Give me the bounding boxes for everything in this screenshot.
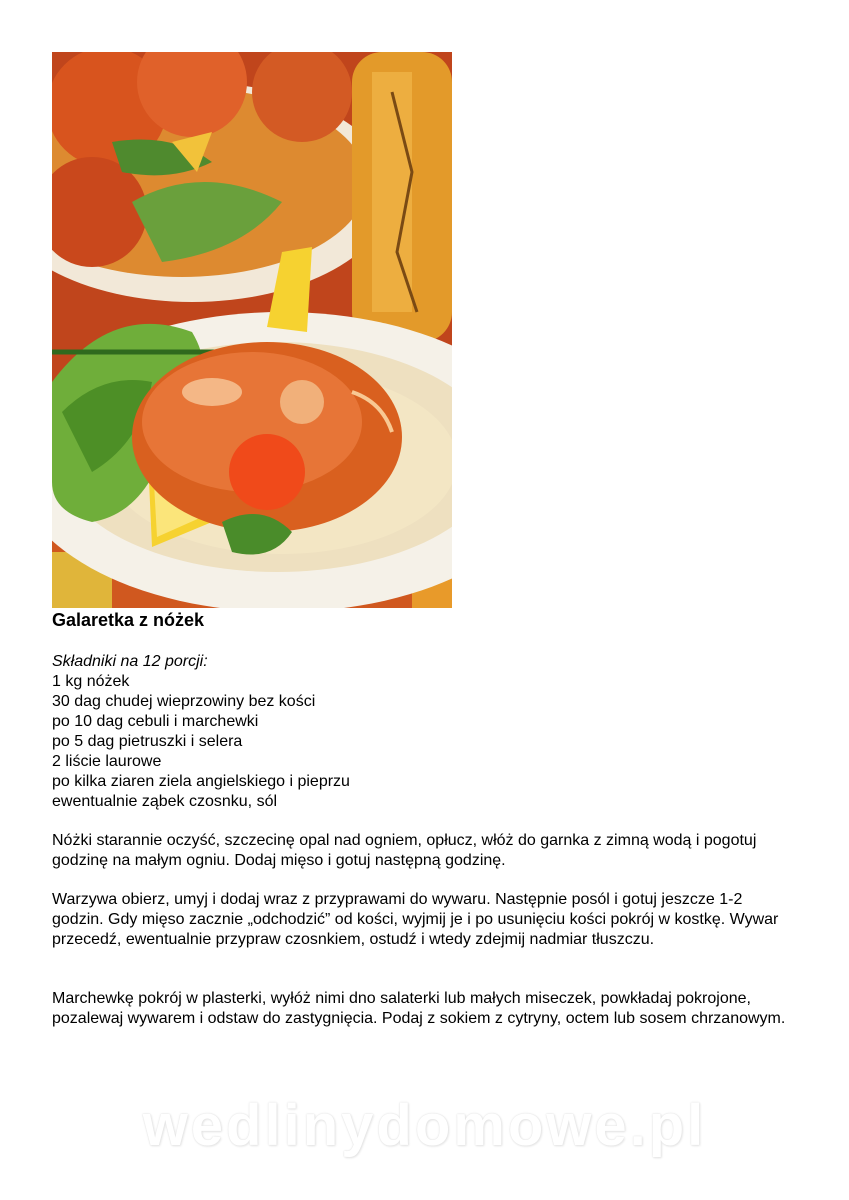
ingredient-item: po 10 dag cebuli i marchewki <box>52 713 259 730</box>
ingredient-item: po 5 dag pietruszki i selera <box>52 733 243 750</box>
watermark: wedlinydomowe.pl <box>142 1093 707 1158</box>
ingredient-item: 1 kg nóżek <box>52 673 130 690</box>
recipe-title: Galaretka z nóżek <box>52 610 205 630</box>
step-paragraph-1: Nóżki starannie oczyść, szczecinę opal nad ogniem, opłucz, włóż do garnka z zimną wodą i pogotuj godzinę na małym ogniu. Dodaj mięso i gotuj następną godzinę. <box>52 832 757 869</box>
ingredient-item: 2 liście laurowe <box>52 753 162 770</box>
ingredients-heading: Składniki na 12 porcji: <box>52 653 208 670</box>
recipe-photo <box>52 52 452 608</box>
ingredient-item: po kilka ziaren ziela angielskiego i pieprzu <box>52 773 350 790</box>
ingredients-list <box>52 652 812 812</box>
step-paragraph-2: Warzywa obierz, umyj i dodaj wraz z przyprawami do wywaru. Następnie posól i gotuj jeszcze 1-2 godzin. Gdy mięso zacznie „odchodzić” od kości, wyjmij je i po usunięciu kości pokrój w kostkę. Wywar przecedź, ewentualnie przypraw czosnkiem, ostudź i wtedy zdejmij nadmiar tłuszczu. <box>52 891 779 948</box>
step-paragraph-3: Marchewkę pokrój w plasterki, wyłóż nimi dno salaterki lub małych miseczek, powkładaj pokrojone, pozalewaj wywarem i odstaw do zastygnięcia. Podaj z sokiem z cytryny, octem lub sosem chrzanowym. <box>52 990 786 1027</box>
ingredient-item: ewentualnie ząbek czosnku, sól <box>52 793 278 810</box>
ingredient-item: 30 dag chudej wieprzowiny bez kości <box>52 693 316 710</box>
